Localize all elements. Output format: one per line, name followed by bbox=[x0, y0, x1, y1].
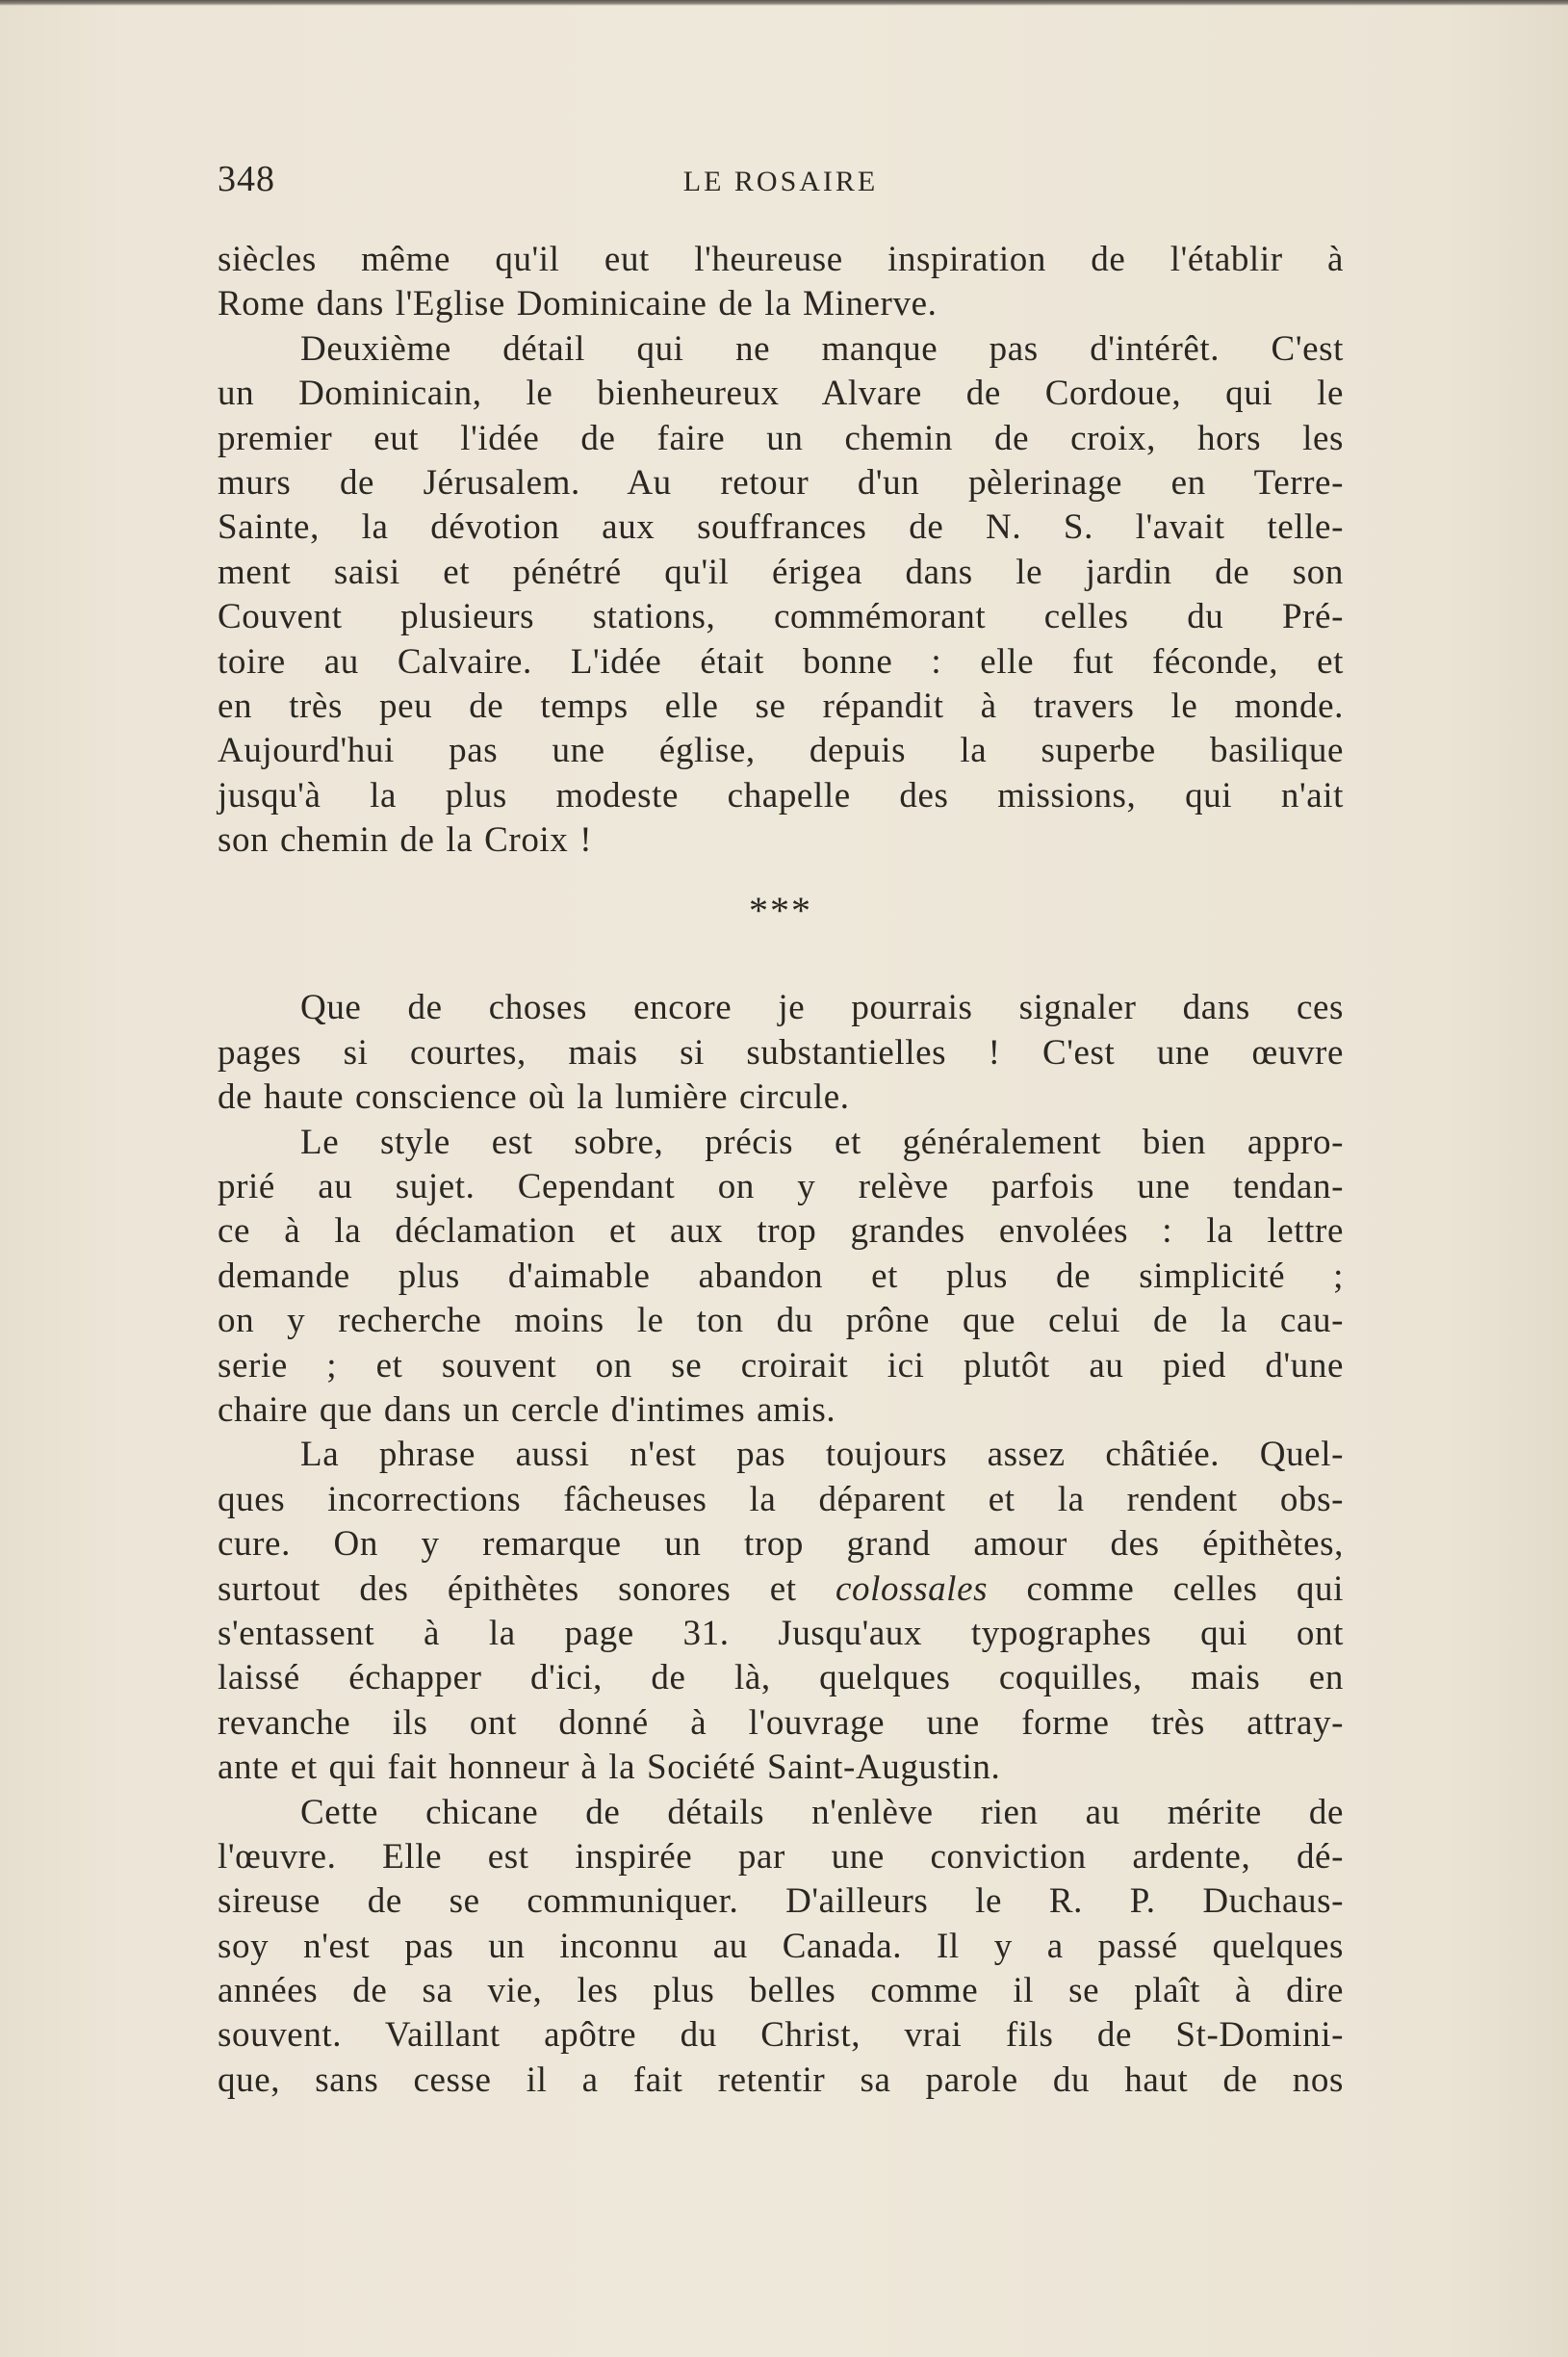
text-line: souvent. Vaillant apôtre du Christ, vrai fils de St-Domini- bbox=[218, 2015, 1344, 2056]
text-line: Le style est sobre, précis et généralement bien appro- bbox=[300, 1122, 1344, 1162]
running-title: LE ROSAIRE bbox=[682, 166, 879, 197]
text-line: l'œuvre. Elle est inspirée par une conviction ardente, dé- bbox=[218, 1836, 1344, 1877]
text-line: demande plus d'aimable abandon et plus de simplicité ; bbox=[218, 1256, 1344, 1296]
section-separator: *** bbox=[749, 889, 812, 933]
text-segment: comme celles qui bbox=[1026, 1568, 1345, 1609]
text-line: toire au Calvaire. L'idée était bonne : elle fut féconde, et bbox=[218, 641, 1344, 682]
text-line: murs de Jérusalem. Au retour d'un pèlerinage en Terre- bbox=[218, 462, 1344, 503]
text-line: laissé échapper d'ici, de là, quelques coquilles, mais en bbox=[218, 1658, 1344, 1698]
text-line: années de sa vie, les plus belles comme il se plaît à dire bbox=[218, 1971, 1344, 2011]
text-line: Sainte, la dévotion aux souffrances de N. S. l'avait telle- bbox=[218, 507, 1344, 548]
text-line: La phrase aussi n'est pas toujours assez châtiée. Quel- bbox=[300, 1435, 1344, 1475]
text-line: jusqu'à la plus modeste chapelle des missions, qui n'ait bbox=[218, 775, 1344, 816]
italic-word: colossales bbox=[835, 1568, 989, 1609]
text-line: ce à la déclamation et aux trop grandes envolées : la lettre bbox=[218, 1211, 1344, 1252]
text-line: en très peu de temps elle se répandit à travers le monde. bbox=[218, 686, 1344, 726]
text-line: de haute conscience où la lumière circule. bbox=[218, 1077, 850, 1118]
text-line: on y recherche moins le ton du prône que celui de la cau- bbox=[218, 1301, 1344, 1341]
text-line: premier eut l'idée de faire un chemin de croix, hors les bbox=[218, 418, 1344, 458]
running-header bbox=[218, 158, 1344, 206]
text-line: cure. On y remarque un trop grand amour des épithètes, bbox=[218, 1524, 1344, 1565]
body-text bbox=[218, 238, 1344, 2103]
text-line: un Dominicain, le bienheureux Alvare de Cordoue, qui le bbox=[218, 374, 1344, 414]
text-line: ment saisi et pénétré qu'il érigea dans le jardin de son bbox=[218, 552, 1344, 592]
text-line: que, sans cesse il a fait retentir sa parole du haut de nos bbox=[218, 2059, 1344, 2100]
text-line: ques incorrections fâcheuses la déparent et la rendent obs- bbox=[218, 1479, 1344, 1519]
page-number: 348 bbox=[218, 159, 275, 199]
text-line: son chemin de la Croix ! bbox=[218, 820, 593, 861]
text-line: siècles même qu'il eut l'heureuse inspiration de l'établir à bbox=[218, 240, 1344, 279]
text-line: soy n'est pas un inconnu au Canada. Il y a passé quelques bbox=[218, 1926, 1344, 1966]
text-line: revanche ils ont donné à l'ouvrage une forme très attray- bbox=[218, 1702, 1344, 1743]
text-line: Aujourd'hui pas une église, depuis la superbe basilique bbox=[218, 731, 1344, 771]
text-line: sireuse de se communiquer. D'ailleurs le R. P. Duchaus- bbox=[218, 1881, 1344, 1922]
text-line: Rome dans l'Eglise Dominicaine de la Minerve. bbox=[218, 284, 938, 324]
text-line: Cette chicane de détails n'enlève rien au mérite de bbox=[300, 1792, 1344, 1832]
text-line: s'entassent à la page 31. Jusqu'aux typographes qui ont bbox=[218, 1613, 1344, 1653]
text-line: serie ; et souvent on se croirait ici plutôt au pied d'une bbox=[218, 1345, 1344, 1386]
text-line-with-italic bbox=[218, 1567, 1344, 1612]
text-line: chaire que dans un cercle d'intimes amis. bbox=[218, 1389, 836, 1430]
text-line: pages si courtes, mais si substantielles ! C'est une œuvre bbox=[218, 1032, 1344, 1073]
text-segment: surtout des épithètes sonores et bbox=[218, 1568, 797, 1609]
text-line: Deuxième détail qui ne manque pas d'intérêt. C'est bbox=[300, 328, 1344, 369]
text-line: ante et qui fait honneur à la Société Saint-Augustin. bbox=[218, 1748, 1001, 1788]
page-top-edge bbox=[0, 0, 1568, 6]
text-line: Couvent plusieurs stations, commémorant celles du Pré- bbox=[218, 597, 1344, 637]
text-line: prié au sujet. Cependant on y relève parfois une tendan- bbox=[218, 1167, 1344, 1207]
text-line: Que de choses encore je pourrais signaler dans ces bbox=[300, 988, 1344, 1028]
